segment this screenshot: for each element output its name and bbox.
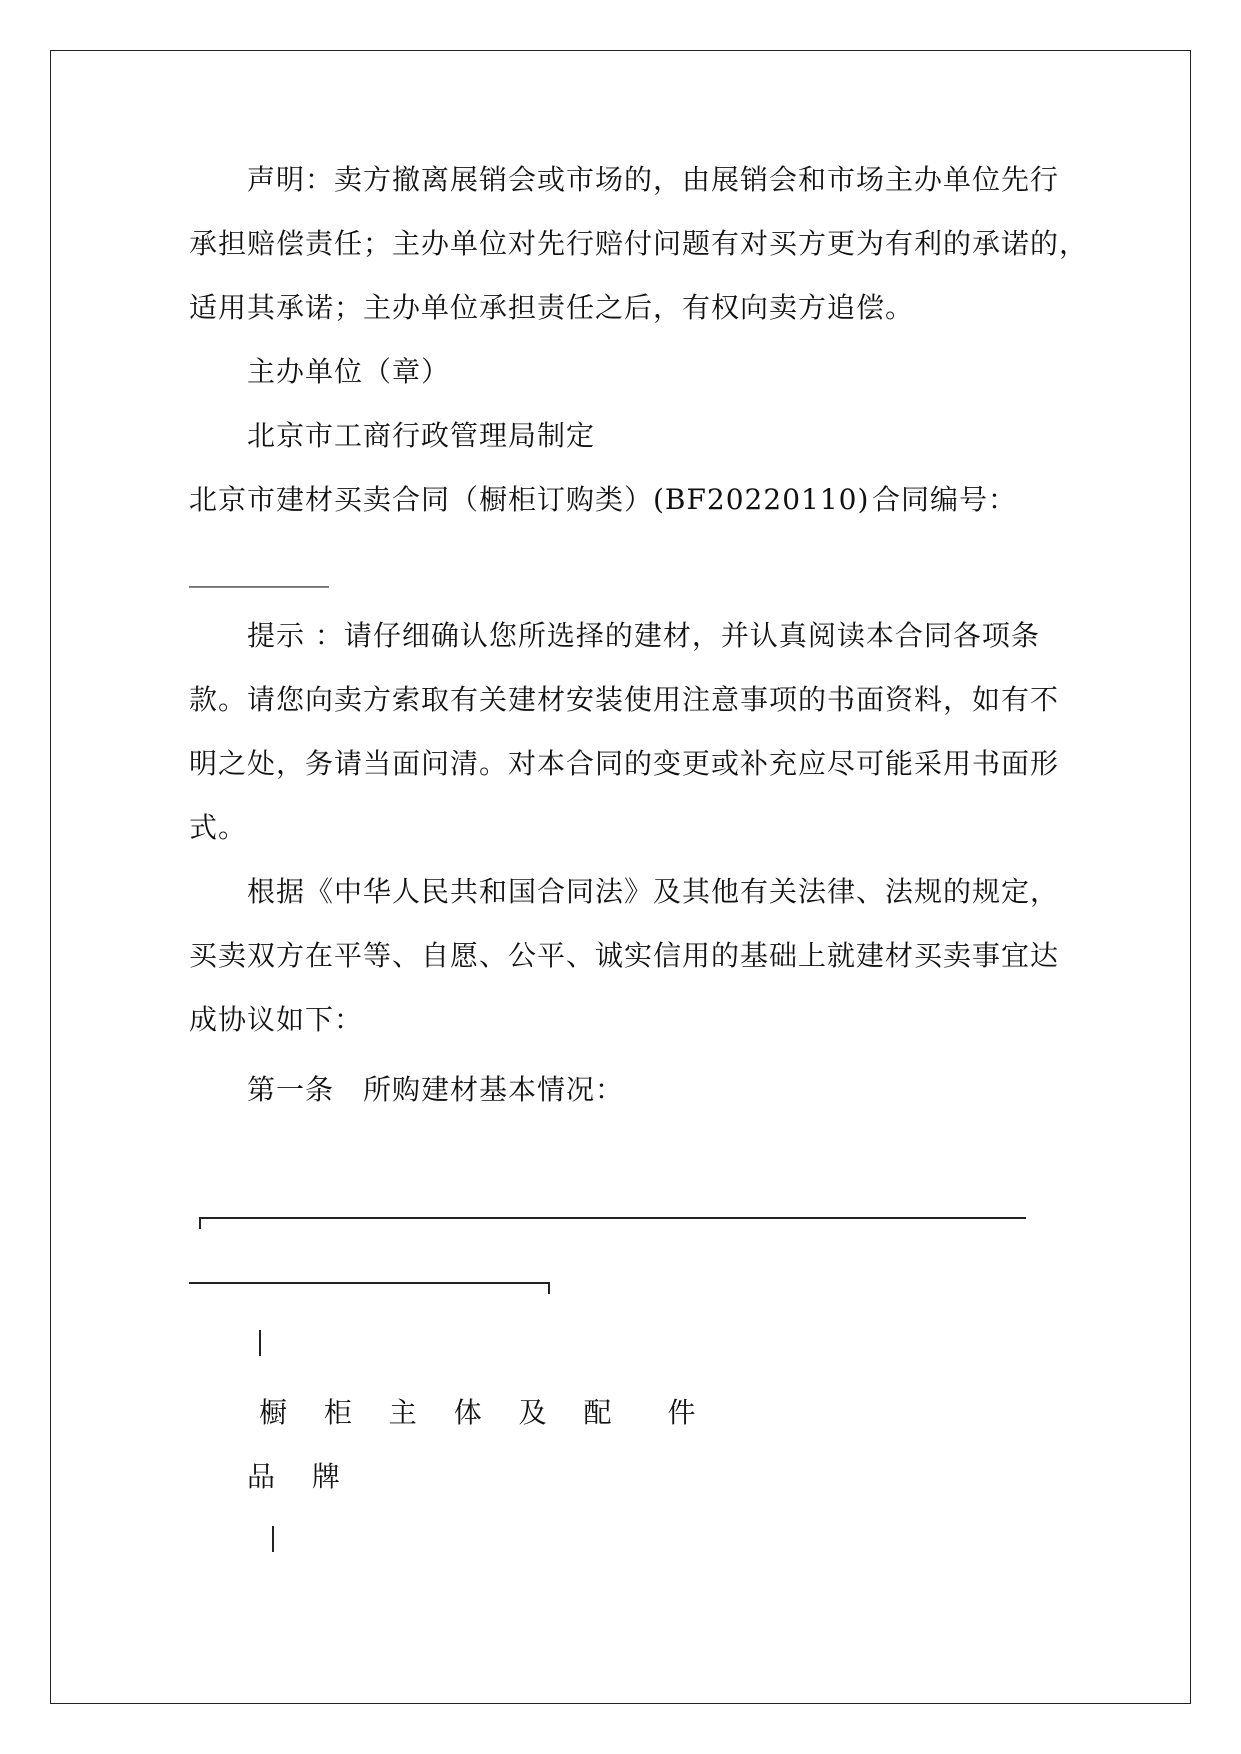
issuer-label: 北京市工商行政管理局制定 (247, 419, 596, 452)
contract-number-label: 合同编号： (872, 483, 1018, 516)
contract-number-blank: __________ (189, 555, 329, 588)
table-column-divider-2 (272, 1526, 274, 1552)
organizer-seal-label: 主办单位（章） (247, 355, 451, 388)
notice-line-3: 明之处，务请当面问清。对本合同的变更或补充应尽可能采用书面形 (189, 747, 1060, 780)
statement-line-1: 声明：卖方撤离展销会或市场的，由展销会和市场主办单位先行 (247, 163, 1060, 196)
table-header-brand (247, 1457, 354, 1497)
table-header-brand-text: 品 牌 (247, 1460, 354, 1493)
table-column-divider-1 (259, 1330, 261, 1356)
article-one-heading: 第一条 所购建材基本情况： (247, 1073, 625, 1106)
notice-line-4: 式。 (189, 811, 248, 844)
preamble-line-2: 买卖双方在平等、自愿、公平、诚实信用的基础上就建材买卖事宜达 (189, 939, 1060, 972)
table-second-rule (189, 1282, 549, 1284)
table-top-right-corner (548, 1282, 550, 1294)
contract-title: 北京市建材买卖合同（橱柜订购类）(BF20220110) (189, 483, 870, 516)
table-top-rule (199, 1217, 1026, 1219)
statement-line-2: 承担赔偿责任；主办单位对先行赔付问题有对买方更为有利的承诺的， (189, 227, 1089, 260)
table-header-kitchen-cabinet-parts-text: 橱 柜 主 体 及 配 件 (259, 1396, 710, 1429)
statement-line-3: 适用其承诺；主办单位承担责任之后，有权向卖方追偿。 (189, 291, 915, 324)
preamble-line-3: 成协议如下： (189, 1003, 364, 1036)
notice-line-2: 款。请您向卖方索取有关建材安装使用注意事项的书面资料，如有不 (189, 683, 1060, 716)
notice-line-1: 提示 ：请仔细确认您所选择的建材，并认真阅读本合同各项条 (247, 619, 1040, 652)
table-header-kitchen-cabinet-parts (259, 1393, 710, 1433)
preamble-line-1: 根据《中华人民共和国合同法》及其他有关法律、法规的规定， (247, 875, 1060, 908)
